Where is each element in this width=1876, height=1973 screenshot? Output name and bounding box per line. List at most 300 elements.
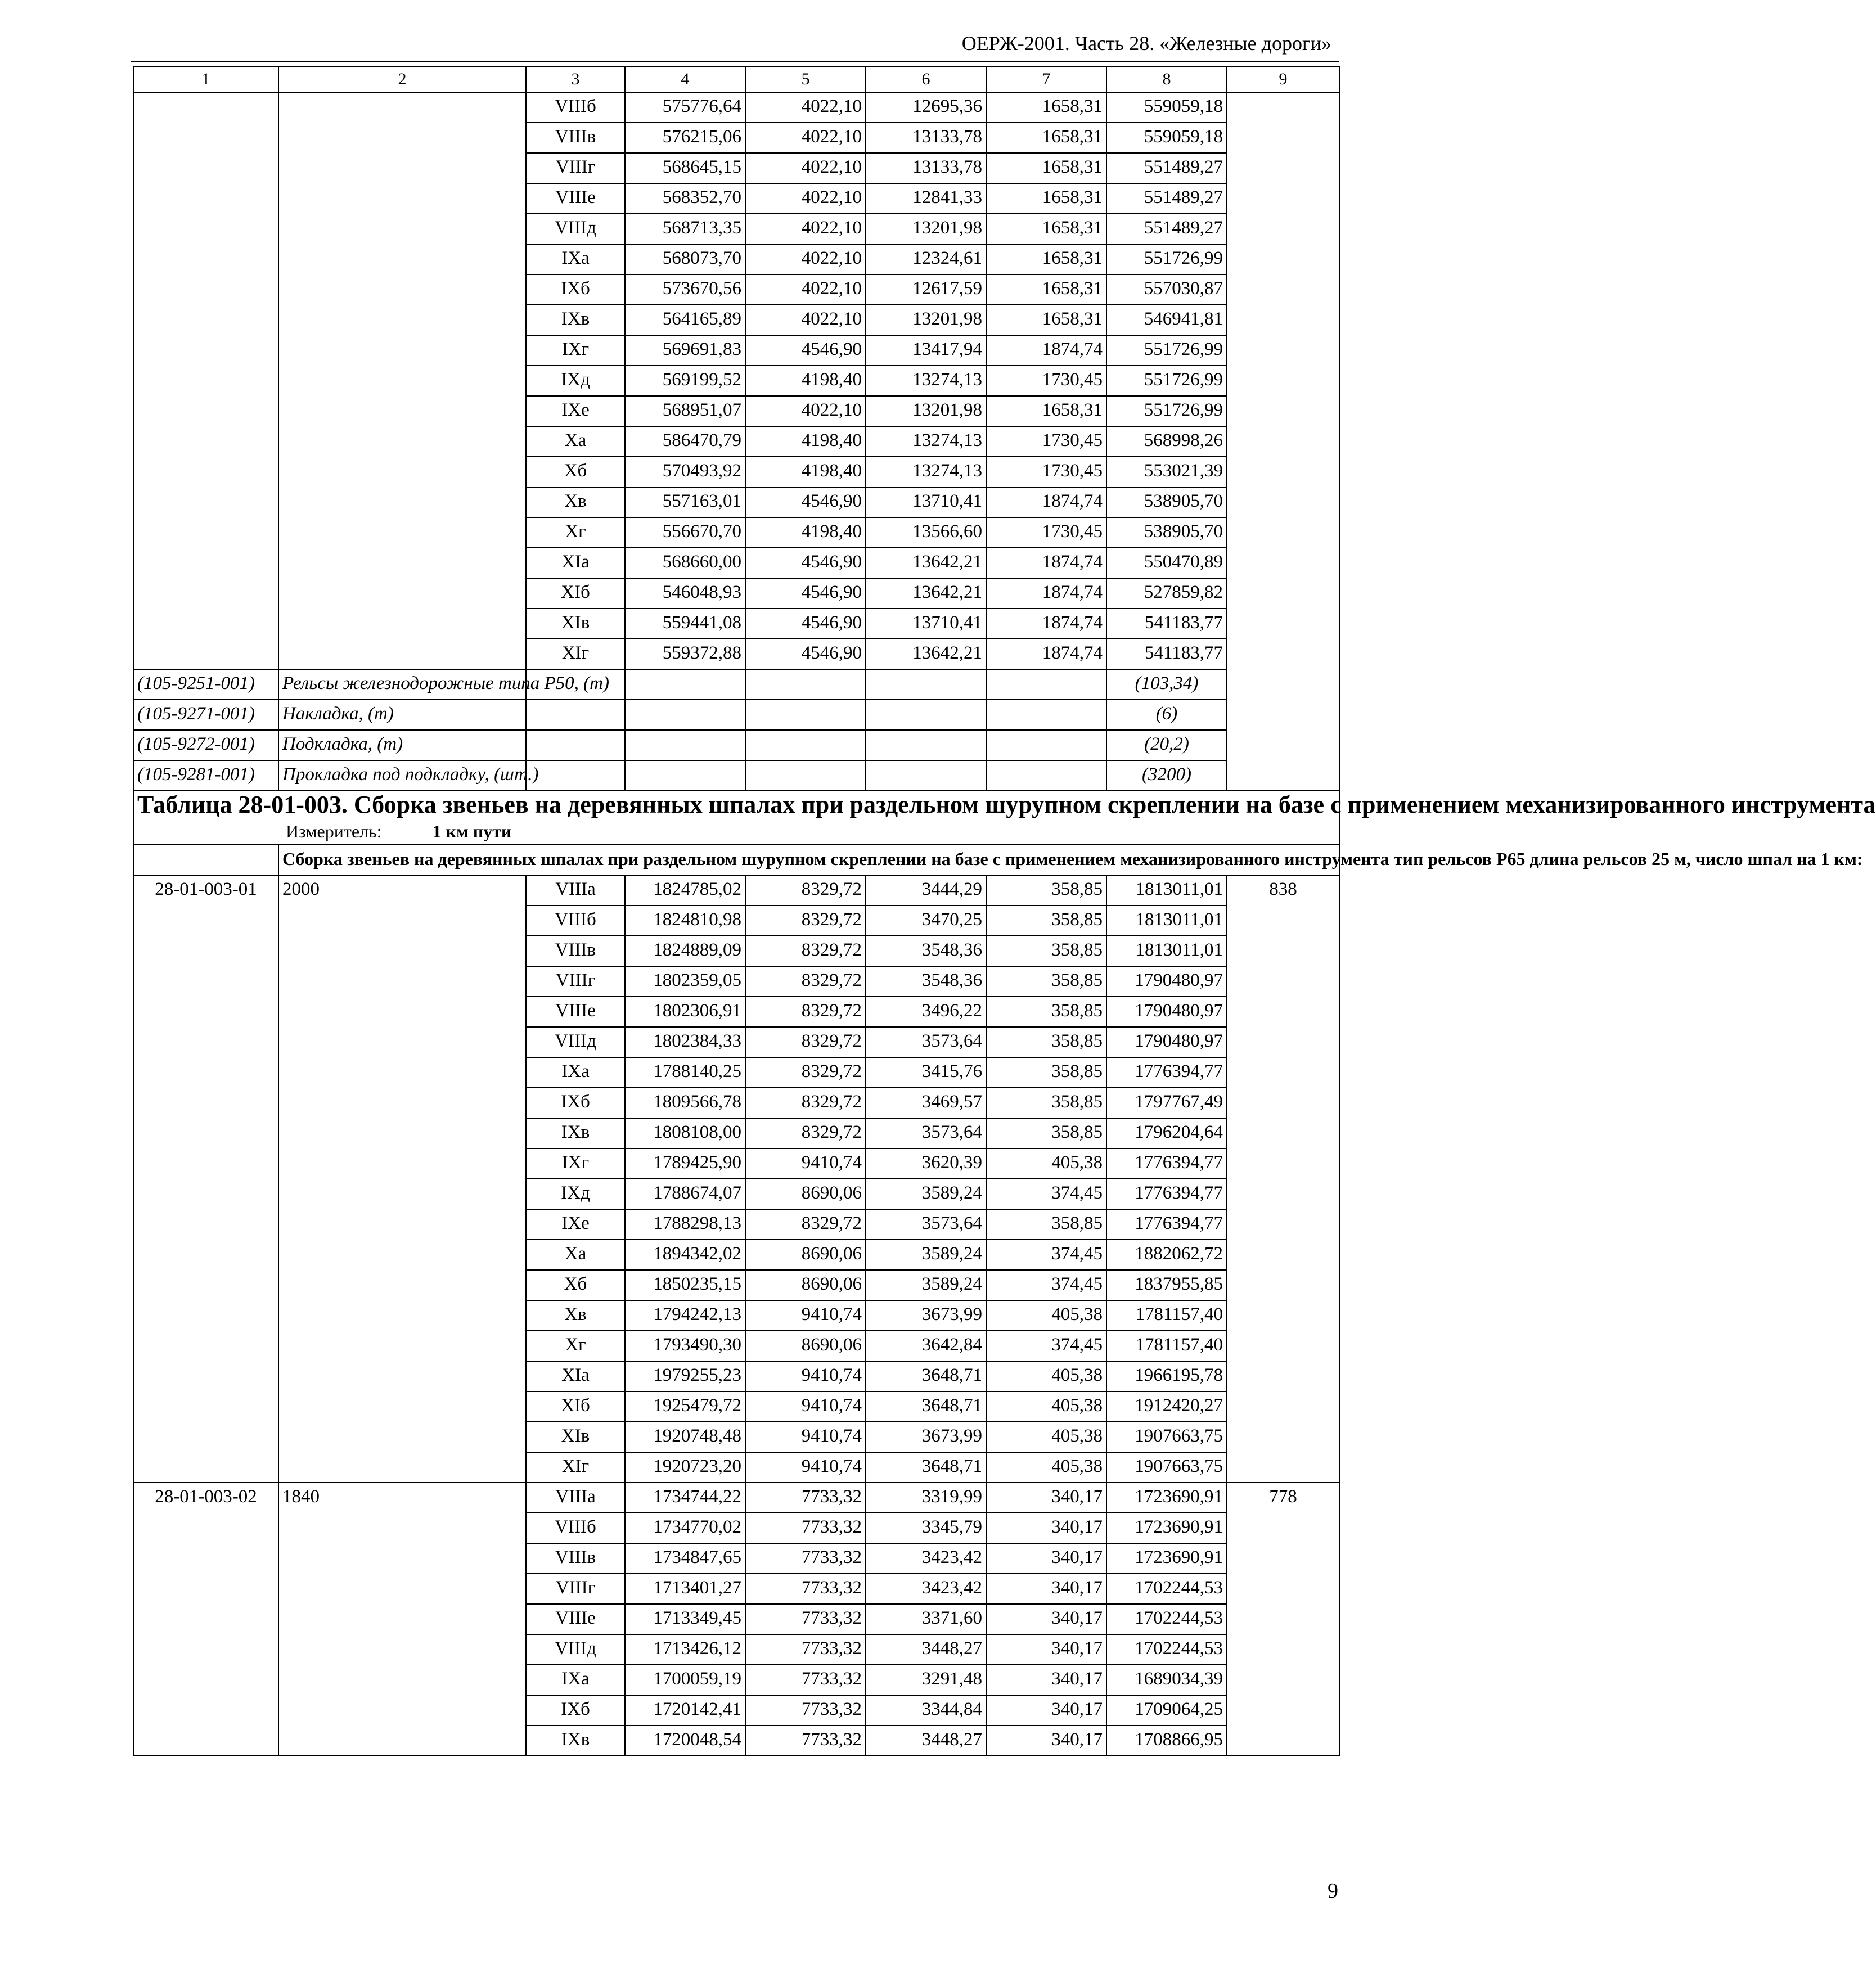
value-cell: 374,45 <box>986 1270 1106 1300</box>
zone-cell: VIIIд <box>526 1634 625 1665</box>
value-cell: 358,85 <box>986 1057 1106 1088</box>
value-cell: 559441,08 <box>625 609 745 639</box>
empty-cell <box>745 700 866 730</box>
value-cell: 1720048,54 <box>625 1726 745 1756</box>
material-name: Прокладка под подкладку, (шт.) <box>278 760 526 791</box>
value-cell: 553021,39 <box>1106 457 1227 487</box>
value-cell: 7733,32 <box>745 1483 866 1513</box>
value-cell: 3448,27 <box>866 1634 986 1665</box>
value-cell: 9410,74 <box>745 1452 866 1483</box>
zone-cell: Xа <box>526 1240 625 1270</box>
material-row <box>133 669 1339 700</box>
value-cell: 4198,40 <box>745 457 866 487</box>
value-cell: 8329,72 <box>745 997 866 1027</box>
value-cell: 4022,10 <box>745 183 866 214</box>
column-number-row <box>133 66 1339 92</box>
value-cell: 559059,18 <box>1106 123 1227 153</box>
value-cell: 1966195,78 <box>1106 1361 1227 1391</box>
empty-cell <box>625 760 745 791</box>
value-cell: 1824810,98 <box>625 906 745 936</box>
value-cell: 3448,27 <box>866 1726 986 1756</box>
value-cell: 1907663,75 <box>1106 1452 1227 1483</box>
zone-cell: VIIIг <box>526 1574 625 1604</box>
value-cell: 568645,15 <box>625 153 745 183</box>
value-cell: 4022,10 <box>745 92 866 123</box>
value-cell: 3548,36 <box>866 936 986 966</box>
value-cell: 551726,99 <box>1106 396 1227 426</box>
table-row <box>133 92 1339 123</box>
value-cell: 8329,72 <box>745 936 866 966</box>
value-cell: 12324,61 <box>866 244 986 274</box>
value-cell: 12841,33 <box>866 183 986 214</box>
page-number: 9 <box>1328 1879 1338 1903</box>
value-cell: 9410,74 <box>745 1391 866 1422</box>
value-cell: 1850235,15 <box>625 1270 745 1300</box>
value-cell: 1658,31 <box>986 123 1106 153</box>
value-cell: 13642,21 <box>866 578 986 609</box>
value-cell: 3345,79 <box>866 1513 986 1543</box>
value-cell: 3573,64 <box>866 1209 986 1240</box>
value-cell: 8329,72 <box>745 906 866 936</box>
value-cell: 3573,64 <box>866 1118 986 1148</box>
value-cell: 7733,32 <box>745 1574 866 1604</box>
zone-cell: IXб <box>526 1695 625 1726</box>
zone-cell: VIIIв <box>526 123 625 153</box>
value-cell: 1837955,85 <box>1106 1270 1227 1300</box>
section-note: Сборка звеньев на деревянных шпалах при раздельном шурупном скреплении на базе с применением механизированного инструмента тип рельсов Р65 длина рельсов 25 м, число шпал на 1 км: <box>278 845 1339 875</box>
value-cell: 8690,06 <box>745 1270 866 1300</box>
value-cell: 340,17 <box>986 1726 1106 1756</box>
value-cell: 1874,74 <box>986 578 1106 609</box>
value-cell: 3444,29 <box>866 875 986 906</box>
value-cell: 405,38 <box>986 1422 1106 1452</box>
value-cell: 3496,22 <box>866 997 986 1027</box>
value-cell: 1793490,30 <box>625 1331 745 1361</box>
price-table <box>133 66 1876 1756</box>
value-cell: 1723690,91 <box>1106 1543 1227 1574</box>
value-cell: 538905,70 <box>1106 487 1227 517</box>
value-cell: 13642,21 <box>866 548 986 578</box>
zone-cell: VIIIе <box>526 1604 625 1634</box>
value-cell: 551489,27 <box>1106 214 1227 244</box>
value-cell: 3648,71 <box>866 1361 986 1391</box>
rate-code: 28-01-003-02 <box>133 1483 278 1756</box>
zone-cell: IXг <box>526 1148 625 1179</box>
value-cell: 1713401,27 <box>625 1574 745 1604</box>
value-cell: 568998,26 <box>1106 426 1227 457</box>
zone-cell: Xб <box>526 457 625 487</box>
value-cell: 4198,40 <box>745 426 866 457</box>
column-number: 1 <box>133 66 278 92</box>
name-cell-empty <box>278 92 526 669</box>
empty-cell <box>745 730 866 760</box>
value-cell: 550470,89 <box>1106 548 1227 578</box>
value-cell: 340,17 <box>986 1634 1106 1665</box>
page-header-title: ОЕРЖ-2001. Часть 28. «Железные дороги» <box>961 32 1331 55</box>
zone-cell: VIIIг <box>526 966 625 997</box>
empty-cell <box>866 669 986 700</box>
value-cell: 3589,24 <box>866 1240 986 1270</box>
value-cell: 1700059,19 <box>625 1665 745 1695</box>
col9-value: 778 <box>1227 1483 1339 1756</box>
value-cell: 1713426,12 <box>625 1634 745 1665</box>
rate-code: 28-01-003-01 <box>133 875 278 1483</box>
zone-cell: VIIIд <box>526 214 625 244</box>
value-cell: 7733,32 <box>745 1726 866 1756</box>
value-cell: 1788298,13 <box>625 1209 745 1240</box>
zone-cell: Xг <box>526 1331 625 1361</box>
value-cell: 1802384,33 <box>625 1027 745 1057</box>
empty-cell <box>625 730 745 760</box>
value-cell: 556670,70 <box>625 517 745 548</box>
material-value: (103,34) <box>1106 669 1227 700</box>
value-cell: 374,45 <box>986 1179 1106 1209</box>
value-cell: 1882062,72 <box>1106 1240 1227 1270</box>
material-name: Рельсы железнодорожные типа Р50, (т) <box>278 669 526 700</box>
value-cell: 4022,10 <box>745 274 866 305</box>
value-cell: 1689034,39 <box>1106 1665 1227 1695</box>
value-cell: 358,85 <box>986 906 1106 936</box>
column-number: 5 <box>745 66 866 92</box>
zone-cell: XIв <box>526 1422 625 1452</box>
value-cell: 13710,41 <box>866 609 986 639</box>
value-cell: 13566,60 <box>866 517 986 548</box>
value-cell: 1920748,48 <box>625 1422 745 1452</box>
material-code: (105-9272-001) <box>133 730 278 760</box>
section-note-row <box>133 845 1339 875</box>
value-cell: 1730,45 <box>986 426 1106 457</box>
value-cell: 3673,99 <box>866 1300 986 1331</box>
value-cell: 358,85 <box>986 1027 1106 1057</box>
sleepers-count: 1840 <box>278 1483 526 1756</box>
value-cell: 1874,74 <box>986 639 1106 669</box>
zone-cell: Xа <box>526 426 625 457</box>
value-cell: 340,17 <box>986 1665 1106 1695</box>
value-cell: 4022,10 <box>745 244 866 274</box>
zone-cell: IXг <box>526 335 625 366</box>
value-cell: 8690,06 <box>745 1240 866 1270</box>
value-cell: 551726,99 <box>1106 366 1227 396</box>
value-cell: 358,85 <box>986 1118 1106 1148</box>
value-cell: 1925479,72 <box>625 1391 745 1422</box>
value-cell: 1809566,78 <box>625 1088 745 1118</box>
value-cell: 1790480,97 <box>1106 997 1227 1027</box>
value-cell: 1813011,01 <box>1106 906 1227 936</box>
value-cell: 551726,99 <box>1106 244 1227 274</box>
value-cell: 374,45 <box>986 1240 1106 1270</box>
value-cell: 573670,56 <box>625 274 745 305</box>
value-cell: 1713349,45 <box>625 1604 745 1634</box>
value-cell: 13274,13 <box>866 457 986 487</box>
zone-cell: IXе <box>526 1209 625 1240</box>
value-cell: 13710,41 <box>866 487 986 517</box>
zone-cell: XIг <box>526 639 625 669</box>
empty-cell <box>866 730 986 760</box>
material-code: (105-9251-001) <box>133 669 278 700</box>
value-cell: 4022,10 <box>745 123 866 153</box>
zone-cell: XIа <box>526 1361 625 1391</box>
value-cell: 358,85 <box>986 1209 1106 1240</box>
sleepers-count: 2000 <box>278 875 526 1483</box>
value-cell: 576215,06 <box>625 123 745 153</box>
value-cell: 568713,35 <box>625 214 745 244</box>
value-cell: 1813011,01 <box>1106 936 1227 966</box>
empty-cell <box>866 760 986 791</box>
zone-cell: IXд <box>526 1179 625 1209</box>
value-cell: 3589,24 <box>866 1179 986 1209</box>
table-row <box>133 1483 1339 1513</box>
value-cell: 1874,74 <box>986 335 1106 366</box>
value-cell: 559059,18 <box>1106 92 1227 123</box>
value-cell: 405,38 <box>986 1300 1106 1331</box>
empty-cell <box>986 730 1106 760</box>
value-cell: 8329,72 <box>745 1057 866 1088</box>
value-cell: 358,85 <box>986 966 1106 997</box>
value-cell: 4022,10 <box>745 153 866 183</box>
value-cell: 4198,40 <box>745 366 866 396</box>
empty-cell <box>986 669 1106 700</box>
value-cell: 7733,32 <box>745 1543 866 1574</box>
value-cell: 340,17 <box>986 1574 1106 1604</box>
value-cell: 374,45 <box>986 1331 1106 1361</box>
value-cell: 8329,72 <box>745 1027 866 1057</box>
column-number: 4 <box>625 66 745 92</box>
value-cell: 1788674,07 <box>625 1179 745 1209</box>
value-cell: 1776394,77 <box>1106 1209 1227 1240</box>
value-cell: 12617,59 <box>866 274 986 305</box>
value-cell: 13133,78 <box>866 123 986 153</box>
value-cell: 3291,48 <box>866 1665 986 1695</box>
zone-cell: IXа <box>526 1665 625 1695</box>
value-cell: 1874,74 <box>986 548 1106 578</box>
value-cell: 1912420,27 <box>1106 1391 1227 1422</box>
table-title: Таблица 28-01-003. Сборка звеньев на деревянных шпалах при раздельном шурупном скреплении на базе с применением механизированного инструмента <box>137 791 1876 818</box>
value-cell: 7733,32 <box>745 1604 866 1634</box>
empty-cell <box>866 700 986 730</box>
value-cell: 1658,31 <box>986 396 1106 426</box>
zone-cell: VIIIв <box>526 1543 625 1574</box>
value-cell: 3673,99 <box>866 1422 986 1452</box>
value-cell: 569691,83 <box>625 335 745 366</box>
value-cell: 4546,90 <box>745 609 866 639</box>
empty-cell <box>133 845 278 875</box>
value-cell: 8329,72 <box>745 875 866 906</box>
empty-cell <box>526 760 625 791</box>
material-row <box>133 700 1339 730</box>
value-cell: 1723690,91 <box>1106 1483 1227 1513</box>
value-cell: 13274,13 <box>866 426 986 457</box>
value-cell: 7733,32 <box>745 1513 866 1543</box>
value-cell: 405,38 <box>986 1148 1106 1179</box>
empty-cell <box>986 700 1106 730</box>
measure-label: Измеритель: <box>286 821 382 841</box>
value-cell: 538905,70 <box>1106 517 1227 548</box>
empty-cell <box>745 669 866 700</box>
value-cell: 568073,70 <box>625 244 745 274</box>
value-cell: 1802306,91 <box>625 997 745 1027</box>
zone-cell: XIг <box>526 1452 625 1483</box>
value-cell: 1658,31 <box>986 183 1106 214</box>
empty-cell <box>745 760 866 791</box>
value-cell: 8329,72 <box>745 966 866 997</box>
material-value: (6) <box>1106 700 1227 730</box>
value-cell: 4022,10 <box>745 305 866 335</box>
value-cell: 13201,98 <box>866 305 986 335</box>
zone-cell: VIIIе <box>526 183 625 214</box>
material-name: Подкладка, (т) <box>278 730 526 760</box>
value-cell: 8329,72 <box>745 1209 866 1240</box>
value-cell: 340,17 <box>986 1483 1106 1513</box>
zone-cell: IXв <box>526 1726 625 1756</box>
value-cell: 1796204,64 <box>1106 1118 1227 1148</box>
value-cell: 1907663,75 <box>1106 1422 1227 1452</box>
zone-cell: IXв <box>526 305 625 335</box>
value-cell: 3573,64 <box>866 1027 986 1057</box>
value-cell: 13201,98 <box>866 396 986 426</box>
value-cell: 1730,45 <box>986 366 1106 396</box>
value-cell: 557030,87 <box>1106 274 1227 305</box>
zone-cell: XIв <box>526 609 625 639</box>
zone-cell: Xв <box>526 487 625 517</box>
value-cell: 3415,76 <box>866 1057 986 1088</box>
header-rule <box>131 61 1339 62</box>
value-cell: 551726,99 <box>1106 335 1227 366</box>
value-cell: 358,85 <box>986 875 1106 906</box>
value-cell: 3589,24 <box>866 1270 986 1300</box>
value-cell: 3344,84 <box>866 1695 986 1726</box>
value-cell: 13201,98 <box>866 214 986 244</box>
zone-cell: IXа <box>526 1057 625 1088</box>
empty-cell <box>625 669 745 700</box>
value-cell: 1788140,25 <box>625 1057 745 1088</box>
value-cell: 568951,07 <box>625 396 745 426</box>
value-cell: 7733,32 <box>745 1695 866 1726</box>
value-cell: 1658,31 <box>986 274 1106 305</box>
zone-cell: IXа <box>526 244 625 274</box>
value-cell: 1802359,05 <box>625 966 745 997</box>
value-cell: 1702244,53 <box>1106 1604 1227 1634</box>
value-cell: 1781157,40 <box>1106 1331 1227 1361</box>
value-cell: 3470,25 <box>866 906 986 936</box>
value-cell: 4022,10 <box>745 396 866 426</box>
column-number: 7 <box>986 66 1106 92</box>
value-cell: 1824785,02 <box>625 875 745 906</box>
value-cell: 1776394,77 <box>1106 1148 1227 1179</box>
col9-cell-empty <box>1227 92 1339 791</box>
value-cell: 1734770,02 <box>625 1513 745 1543</box>
value-cell: 3469,57 <box>866 1088 986 1118</box>
value-cell: 546048,93 <box>625 578 745 609</box>
column-number: 8 <box>1106 66 1227 92</box>
zone-cell: Xб <box>526 1270 625 1300</box>
empty-cell <box>986 760 1106 791</box>
zone-cell: VIIIб <box>526 92 625 123</box>
value-cell: 340,17 <box>986 1543 1106 1574</box>
value-cell: 1658,31 <box>986 214 1106 244</box>
value-cell: 1894342,02 <box>625 1240 745 1270</box>
value-cell: 1658,31 <box>986 305 1106 335</box>
value-cell: 8690,06 <box>745 1331 866 1361</box>
zone-cell: VIIIд <box>526 1027 625 1057</box>
value-cell: 1979255,23 <box>625 1361 745 1391</box>
value-cell: 551489,27 <box>1106 183 1227 214</box>
value-cell: 1723690,91 <box>1106 1513 1227 1543</box>
value-cell: 4546,90 <box>745 548 866 578</box>
value-cell: 3319,99 <box>866 1483 986 1513</box>
value-cell: 340,17 <box>986 1695 1106 1726</box>
value-cell: 1790480,97 <box>1106 1027 1227 1057</box>
zone-cell: Xв <box>526 1300 625 1331</box>
value-cell: 8690,06 <box>745 1179 866 1209</box>
value-cell: 557163,01 <box>625 487 745 517</box>
value-cell: 4546,90 <box>745 335 866 366</box>
zone-cell: Xг <box>526 517 625 548</box>
material-row <box>133 730 1339 760</box>
value-cell: 405,38 <box>986 1391 1106 1422</box>
value-cell: 546941,81 <box>1106 305 1227 335</box>
col9-value: 838 <box>1227 875 1339 1483</box>
value-cell: 541183,77 <box>1106 639 1227 669</box>
column-number: 3 <box>526 66 625 92</box>
zone-cell: IXе <box>526 396 625 426</box>
value-cell: 1874,74 <box>986 609 1106 639</box>
value-cell: 9410,74 <box>745 1361 866 1391</box>
value-cell: 1702244,53 <box>1106 1574 1227 1604</box>
zone-cell: VIIIа <box>526 875 625 906</box>
value-cell: 1790480,97 <box>1106 966 1227 997</box>
value-cell: 1781157,40 <box>1106 1300 1227 1331</box>
value-cell: 4546,90 <box>745 487 866 517</box>
value-cell: 4198,40 <box>745 517 866 548</box>
value-cell: 586470,79 <box>625 426 745 457</box>
value-cell: 358,85 <box>986 1088 1106 1118</box>
column-number: 2 <box>278 66 526 92</box>
value-cell: 4546,90 <box>745 639 866 669</box>
value-cell: 1797767,49 <box>1106 1088 1227 1118</box>
zone-cell: IXб <box>526 1088 625 1118</box>
value-cell: 340,17 <box>986 1604 1106 1634</box>
value-cell: 1658,31 <box>986 92 1106 123</box>
table-title-cell <box>133 791 1876 845</box>
zone-cell: IXд <box>526 366 625 396</box>
value-cell: 551489,27 <box>1106 153 1227 183</box>
value-cell: 1789425,90 <box>625 1148 745 1179</box>
zone-cell: VIIIв <box>526 936 625 966</box>
value-cell: 564165,89 <box>625 305 745 335</box>
code-cell-empty <box>133 92 278 669</box>
value-cell: 559372,88 <box>625 639 745 669</box>
value-cell: 1824889,09 <box>625 936 745 966</box>
zone-cell: XIа <box>526 548 625 578</box>
value-cell: 1708866,95 <box>1106 1726 1227 1756</box>
value-cell: 1730,45 <box>986 457 1106 487</box>
value-cell: 358,85 <box>986 997 1106 1027</box>
value-cell: 569199,52 <box>625 366 745 396</box>
value-cell: 3642,84 <box>866 1331 986 1361</box>
material-value: (20,2) <box>1106 730 1227 760</box>
value-cell: 340,17 <box>986 1513 1106 1543</box>
value-cell: 9410,74 <box>745 1422 866 1452</box>
zone-cell: VIIIе <box>526 997 625 1027</box>
value-cell: 1734744,22 <box>625 1483 745 1513</box>
value-cell: 7733,32 <box>745 1665 866 1695</box>
zone-cell: XIб <box>526 1391 625 1422</box>
value-cell: 1702244,53 <box>1106 1634 1227 1665</box>
value-cell: 3423,42 <box>866 1574 986 1604</box>
value-cell: 1776394,77 <box>1106 1179 1227 1209</box>
zone-cell: VIIIа <box>526 1483 625 1513</box>
value-cell: 1658,31 <box>986 153 1106 183</box>
